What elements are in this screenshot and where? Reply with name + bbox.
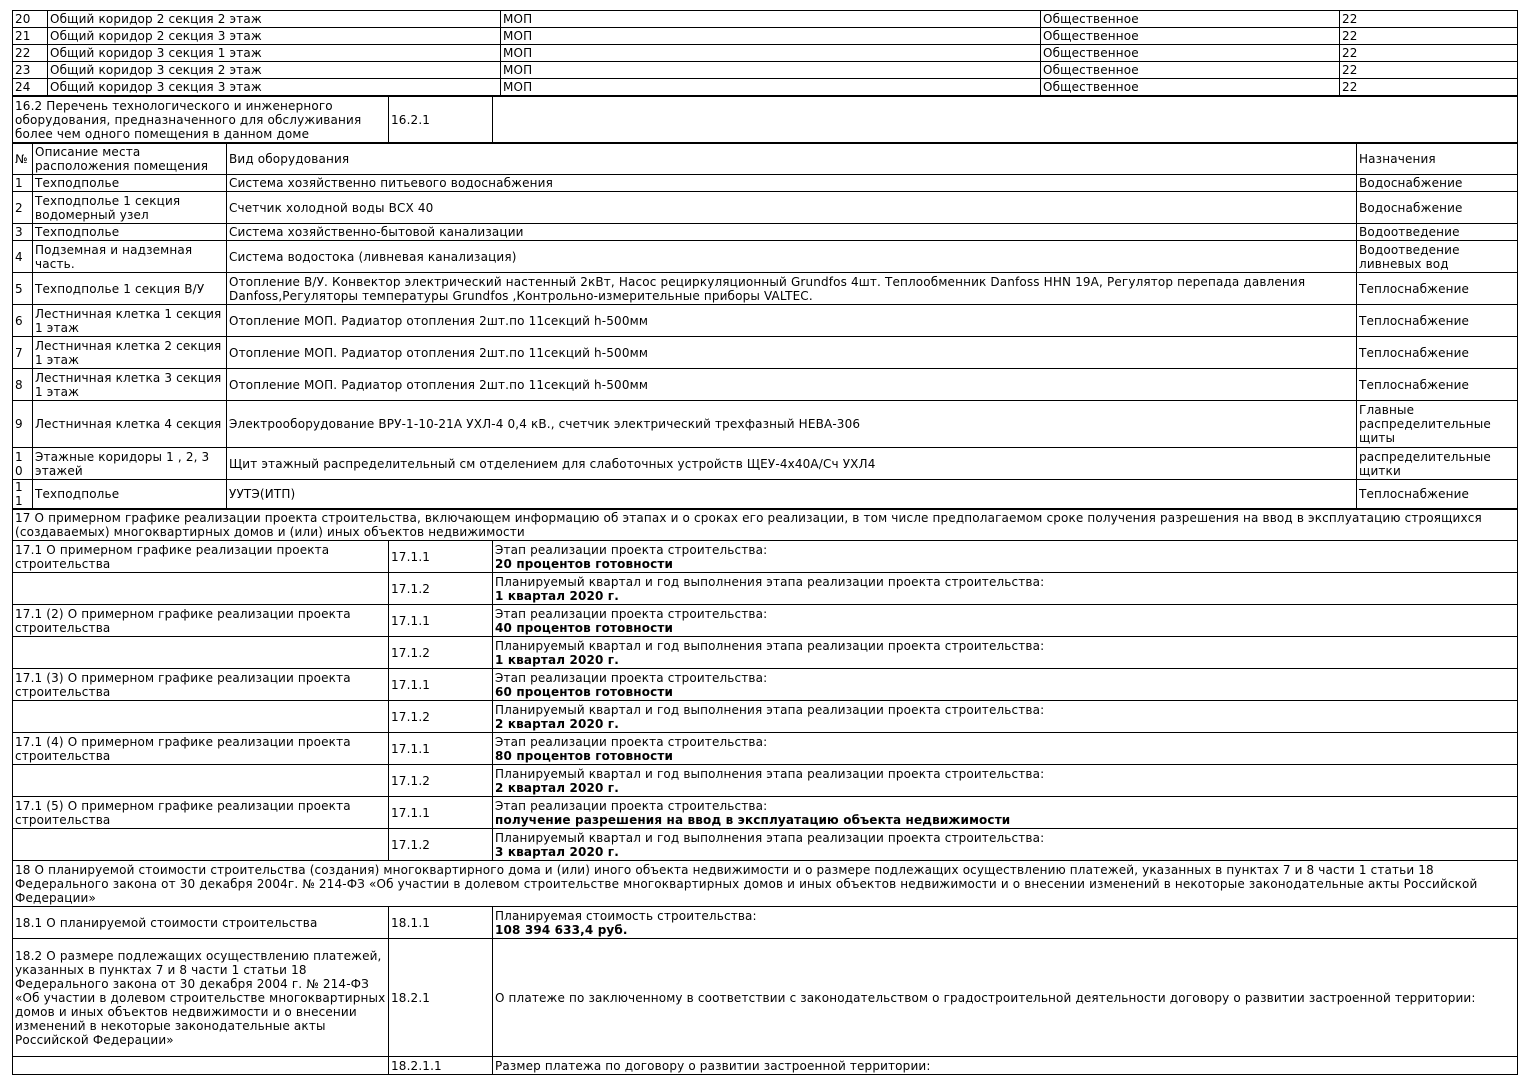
date-value: 2 квартал 2020 г. — [495, 716, 619, 731]
schedule-table — [12, 509, 1518, 1075]
equipment-kind: Отопление МОП. Радиатор отопления 2шт.по 11секций h-500мм — [227, 337, 1357, 369]
table-row — [13, 79, 1518, 96]
table-row — [13, 448, 1518, 480]
stage-cell — [493, 605, 1518, 637]
equipment-table — [12, 143, 1518, 509]
stage-label: Этап реализации проекта строительства: — [495, 606, 768, 621]
stage-cell — [493, 669, 1518, 701]
equipment-kind: Электрооборудование ВРУ-1-10-21А УХЛ-4 0,4 кВ., счетчик электрический трехфазный НЕВА-306 — [227, 401, 1357, 448]
document-sheet — [12, 10, 1517, 1075]
schedule-stage-row — [13, 669, 1518, 701]
schedule-stage-row — [13, 541, 1518, 573]
equipment-place: Техподполье — [33, 224, 227, 241]
room-type: МОП — [501, 79, 1041, 96]
stage-value: 20 процентов готовности — [495, 556, 674, 571]
room-name: Общий коридор 2 секция 2 этаж — [48, 11, 501, 28]
rooms-table — [12, 10, 1518, 96]
equipment-kind: Система хозяйственно-бытовой канализации — [227, 224, 1357, 241]
empty-cell — [13, 637, 389, 669]
empty-cell — [493, 97, 1518, 143]
schedule-stage-row — [13, 733, 1518, 765]
room-area: 22 — [1340, 28, 1518, 45]
stage-cell — [493, 541, 1518, 573]
room-name: Общий коридор 3 секция 2 этаж — [48, 62, 501, 79]
room-use: Общественное — [1041, 62, 1340, 79]
table-row — [13, 480, 1518, 509]
room-use: Общественное — [1041, 11, 1340, 28]
room-type: МОП — [501, 62, 1041, 79]
room-type: МОП — [501, 45, 1041, 62]
date-code: 17.1.2 — [389, 829, 493, 861]
room-type: МОП — [501, 11, 1041, 28]
stage-label: Этап реализации проекта строительства: — [495, 734, 768, 749]
payments-text: О платеже по заключенному в соответствии с законодательством о градостроительной деятельности договору о развитии застроенной территории: — [493, 939, 1518, 1057]
cost-title: 18.1 О планируемой стоимости строительства — [13, 907, 389, 939]
equipment-purpose: Теплоснабжение — [1357, 337, 1518, 369]
table-row — [13, 241, 1518, 273]
stage-code: 17.1.1 — [389, 541, 493, 573]
date-value: 3 квартал 2020 г. — [495, 844, 619, 859]
table-row — [13, 401, 1518, 448]
schedule-stage-row — [13, 797, 1518, 829]
date-code: 17.1.2 — [389, 765, 493, 797]
equipment-purpose: Теплоснабжение — [1357, 305, 1518, 337]
date-value: 1 квартал 2020 г. — [495, 652, 619, 667]
date-cell — [493, 637, 1518, 669]
room-area: 22 — [1340, 62, 1518, 79]
equipment-number: 10 — [13, 448, 33, 480]
date-cell — [493, 829, 1518, 861]
equipment-place: Техподполье — [33, 480, 227, 509]
equipment-purpose: Теплоснабжение — [1357, 480, 1518, 509]
cost-section-title: 18 О планируемой стоимости строительства (создания) многоквартирного дома и (или) иного объекта недвижимости и о размере подлежащих осуществлению платежей, указанных в пунктах 7 и 8 части 1 статьи 18 Федерального закона от 30 декабря 2004г. № 214-ФЗ «Об участии в долевом строительстве многоквартирных домов и иных объектов недвижимости и о внесении изменений в некоторые законодательные акты Российской Федерации» — [13, 861, 1518, 907]
table-row — [13, 337, 1518, 369]
date-code: 17.1.2 — [389, 637, 493, 669]
date-label: Планируемый квартал и год выполнения этапа реализации проекта строительства: — [495, 702, 1045, 717]
equipment-number: 3 — [13, 224, 33, 241]
empty-cell — [13, 829, 389, 861]
room-number: 20 — [13, 11, 48, 28]
equipment-kind: Система хозяйственно питьевого водоснабжения — [227, 175, 1357, 192]
equipment-number: 9 — [13, 401, 33, 448]
room-use: Общественное — [1041, 28, 1340, 45]
equipment-kind: Система водостока (ливневая канализация) — [227, 241, 1357, 273]
room-area: 22 — [1340, 79, 1518, 96]
stage-cell — [493, 733, 1518, 765]
equipment-place: Лестничная клетка 2 секция 1 этаж — [33, 337, 227, 369]
equipment-purpose: Водоотведение ливневых вод — [1357, 241, 1518, 273]
date-cell — [493, 765, 1518, 797]
table-row — [13, 11, 1518, 28]
stage-label: Этап реализации проекта строительства: — [495, 670, 768, 685]
equipment-place: Техподполье 1 секция водомерный узел — [33, 192, 227, 224]
date-label: Планируемый квартал и год выполнения этапа реализации проекта строительства: — [495, 830, 1045, 845]
equipment-kind: Отопление МОП. Радиатор отопления 2шт.по 11секций h-500мм — [227, 305, 1357, 337]
stage-code: 17.1.1 — [389, 733, 493, 765]
date-code: 17.1.2 — [389, 701, 493, 733]
empty-cell — [13, 1057, 389, 1075]
equipment-place: Техподполье 1 секция В/У — [33, 273, 227, 305]
equipment-place: Лестничная клетка 3 секция 1 этаж — [33, 369, 227, 401]
stage-code: 17.1.1 — [389, 605, 493, 637]
date-label: Планируемый квартал и год выполнения этапа реализации проекта строительства: — [495, 766, 1045, 781]
room-area: 22 — [1340, 11, 1518, 28]
date-code: 17.1.2 — [389, 573, 493, 605]
equipment-purpose: Водоснабжение — [1357, 192, 1518, 224]
schedule-stage-row — [13, 605, 1518, 637]
equipment-number: 7 — [13, 337, 33, 369]
equipment-section-title: 16.2 Перечень технологического и инженерного оборудования, предназначенного для обслуживания более чем одного помещения в данном доме — [13, 97, 389, 143]
equipment-number: 1 — [13, 175, 33, 192]
table-row — [13, 192, 1518, 224]
equipment-place: Техподполье — [33, 175, 227, 192]
table-row — [13, 62, 1518, 79]
header-purpose: Назначения — [1357, 144, 1518, 175]
stage-value: 60 процентов готовности — [495, 684, 674, 699]
date-cell — [493, 701, 1518, 733]
equipment-place: Лестничная клетка 1 секция 1 этаж — [33, 305, 227, 337]
equipment-purpose: распределительные щитки — [1357, 448, 1518, 480]
payments-sub-text: Размер платежа по договору о развитии застроенной территории: — [493, 1057, 1518, 1075]
room-use: Общественное — [1041, 45, 1340, 62]
room-number: 23 — [13, 62, 48, 79]
table-row — [13, 28, 1518, 45]
room-number: 22 — [13, 45, 48, 62]
table-row — [13, 273, 1518, 305]
table-row — [13, 305, 1518, 337]
cost-code: 18.1.1 — [389, 907, 493, 939]
room-number: 24 — [13, 79, 48, 96]
schedule-date-row — [13, 701, 1518, 733]
equipment-kind: УУТЭ(ИТП) — [227, 480, 1357, 509]
empty-cell — [13, 765, 389, 797]
equipment-number: 11 — [13, 480, 33, 509]
header-place: Описание места расположения помещения — [33, 144, 227, 175]
equipment-purpose: Главные распределительные щиты — [1357, 401, 1518, 448]
schedule-date-row — [13, 573, 1518, 605]
stage-label: Этап реализации проекта строительства: — [495, 542, 768, 557]
empty-cell — [13, 573, 389, 605]
room-number: 21 — [13, 28, 48, 45]
equipment-place: Этажные коридоры 1 , 2, 3 этажей — [33, 448, 227, 480]
date-value: 2 квартал 2020 г. — [495, 780, 619, 795]
equipment-section-code: 16.2.1 — [389, 97, 493, 143]
schedule-title: 17.1 О примерном графике реализации проекта строительства — [13, 541, 389, 573]
stage-cell — [493, 797, 1518, 829]
equipment-kind: Отопление В/У. Конвектор электрический настенный 2кВт, Насос рециркуляционный Grundfos 4шт. Теплообменник Danfoss HHN 19A, Регулятор перепада давления Danfoss,Регуляторы температуры Grundfos ,Контрольно-измерительные приборы VALTEC. — [227, 273, 1357, 305]
table-row — [13, 45, 1518, 62]
equipment-number: 6 — [13, 305, 33, 337]
schedule-date-row — [13, 765, 1518, 797]
equipment-number: 2 — [13, 192, 33, 224]
equipment-kind: Счетчик холодной воды ВСХ 40 — [227, 192, 1357, 224]
empty-cell — [13, 701, 389, 733]
stage-value: получение разрешения на ввод в эксплуатацию объекта недвижимости — [495, 812, 1011, 827]
equipment-purpose: Теплоснабжение — [1357, 369, 1518, 401]
stage-code: 17.1.1 — [389, 797, 493, 829]
equipment-purpose: Теплоснабжение — [1357, 273, 1518, 305]
schedule-date-row — [13, 637, 1518, 669]
room-name: Общий коридор 3 секция 3 этаж — [48, 79, 501, 96]
equipment-place: Лестничная клетка 4 секция — [33, 401, 227, 448]
schedule-title: 17.1 (3) О примерном графике реализации проекта строительства — [13, 669, 389, 701]
equipment-kind: Отопление МОП. Радиатор отопления 2шт.по 11секций h-500мм — [227, 369, 1357, 401]
equipment-number: 5 — [13, 273, 33, 305]
schedule-title: 17.1 (5) О примерном графике реализации проекта строительства — [13, 797, 389, 829]
payments-sub-code: 18.2.1.1 — [389, 1057, 493, 1075]
schedule-title: 17.1 (2) О примерном графике реализации проекта строительства — [13, 605, 389, 637]
cost-label: Планируемая стоимость строительства: — [495, 908, 757, 923]
table-row — [13, 369, 1518, 401]
room-type: МОП — [501, 28, 1041, 45]
room-use: Общественное — [1041, 79, 1340, 96]
schedule-title: 17.1 (4) О примерном графике реализации проекта строительства — [13, 733, 389, 765]
table-row — [13, 175, 1518, 192]
room-area: 22 — [1340, 45, 1518, 62]
date-label: Планируемый квартал и год выполнения этапа реализации проекта строительства: — [495, 574, 1045, 589]
equipment-number: 4 — [13, 241, 33, 273]
header-kind: Вид оборудования — [227, 144, 1357, 175]
stage-value: 80 процентов готовности — [495, 748, 674, 763]
stage-code: 17.1.1 — [389, 669, 493, 701]
room-name: Общий коридор 3 секция 1 этаж — [48, 45, 501, 62]
cost-cell — [493, 907, 1518, 939]
equipment-place: Подземная и надземная часть. — [33, 241, 227, 273]
equipment-purpose: Водоотведение — [1357, 224, 1518, 241]
equipment-kind: Щит этажный распределительный см отделением для слаботочных устройств ЩЕУ-4х40А/Сч УХЛ4 — [227, 448, 1357, 480]
stage-value: 40 процентов готовности — [495, 620, 674, 635]
table-row — [13, 224, 1518, 241]
date-value: 1 квартал 2020 г. — [495, 588, 619, 603]
payments-title: 18.2 О размере подлежащих осуществлению платежей, указанных в пунктах 7 и 8 части 1 статьи 18 Федерального закона от 30 декабря 2004 г. № 214-ФЗ «Об участии в долевом строительстве многоквартирных домов и иных объектов недвижимости и о внесении изменений в некоторые законодательные акты Российской Федерации» — [13, 939, 389, 1057]
equipment-number: 8 — [13, 369, 33, 401]
date-cell — [493, 573, 1518, 605]
header-number: № — [13, 144, 33, 175]
room-name: Общий коридор 2 секция 3 этаж — [48, 28, 501, 45]
equipment-purpose: Водоснабжение — [1357, 175, 1518, 192]
cost-value: 108 394 633,4 руб. — [495, 922, 628, 937]
payments-code: 18.2.1 — [389, 939, 493, 1057]
schedule-date-row — [13, 829, 1518, 861]
stage-label: Этап реализации проекта строительства: — [495, 798, 768, 813]
equipment-section-table — [12, 96, 1518, 143]
schedule-section-title: 17 О примерном графике реализации проекта строительства, включающем информацию об этапах и о сроках его реализации, в том числе предполагаемом сроке получения разрешения на ввод в эксплуатацию строящихся (создаваемых) многоквартирных домов и (или) иных объектов недвижимости — [13, 510, 1518, 541]
date-label: Планируемый квартал и год выполнения этапа реализации проекта строительства: — [495, 638, 1045, 653]
